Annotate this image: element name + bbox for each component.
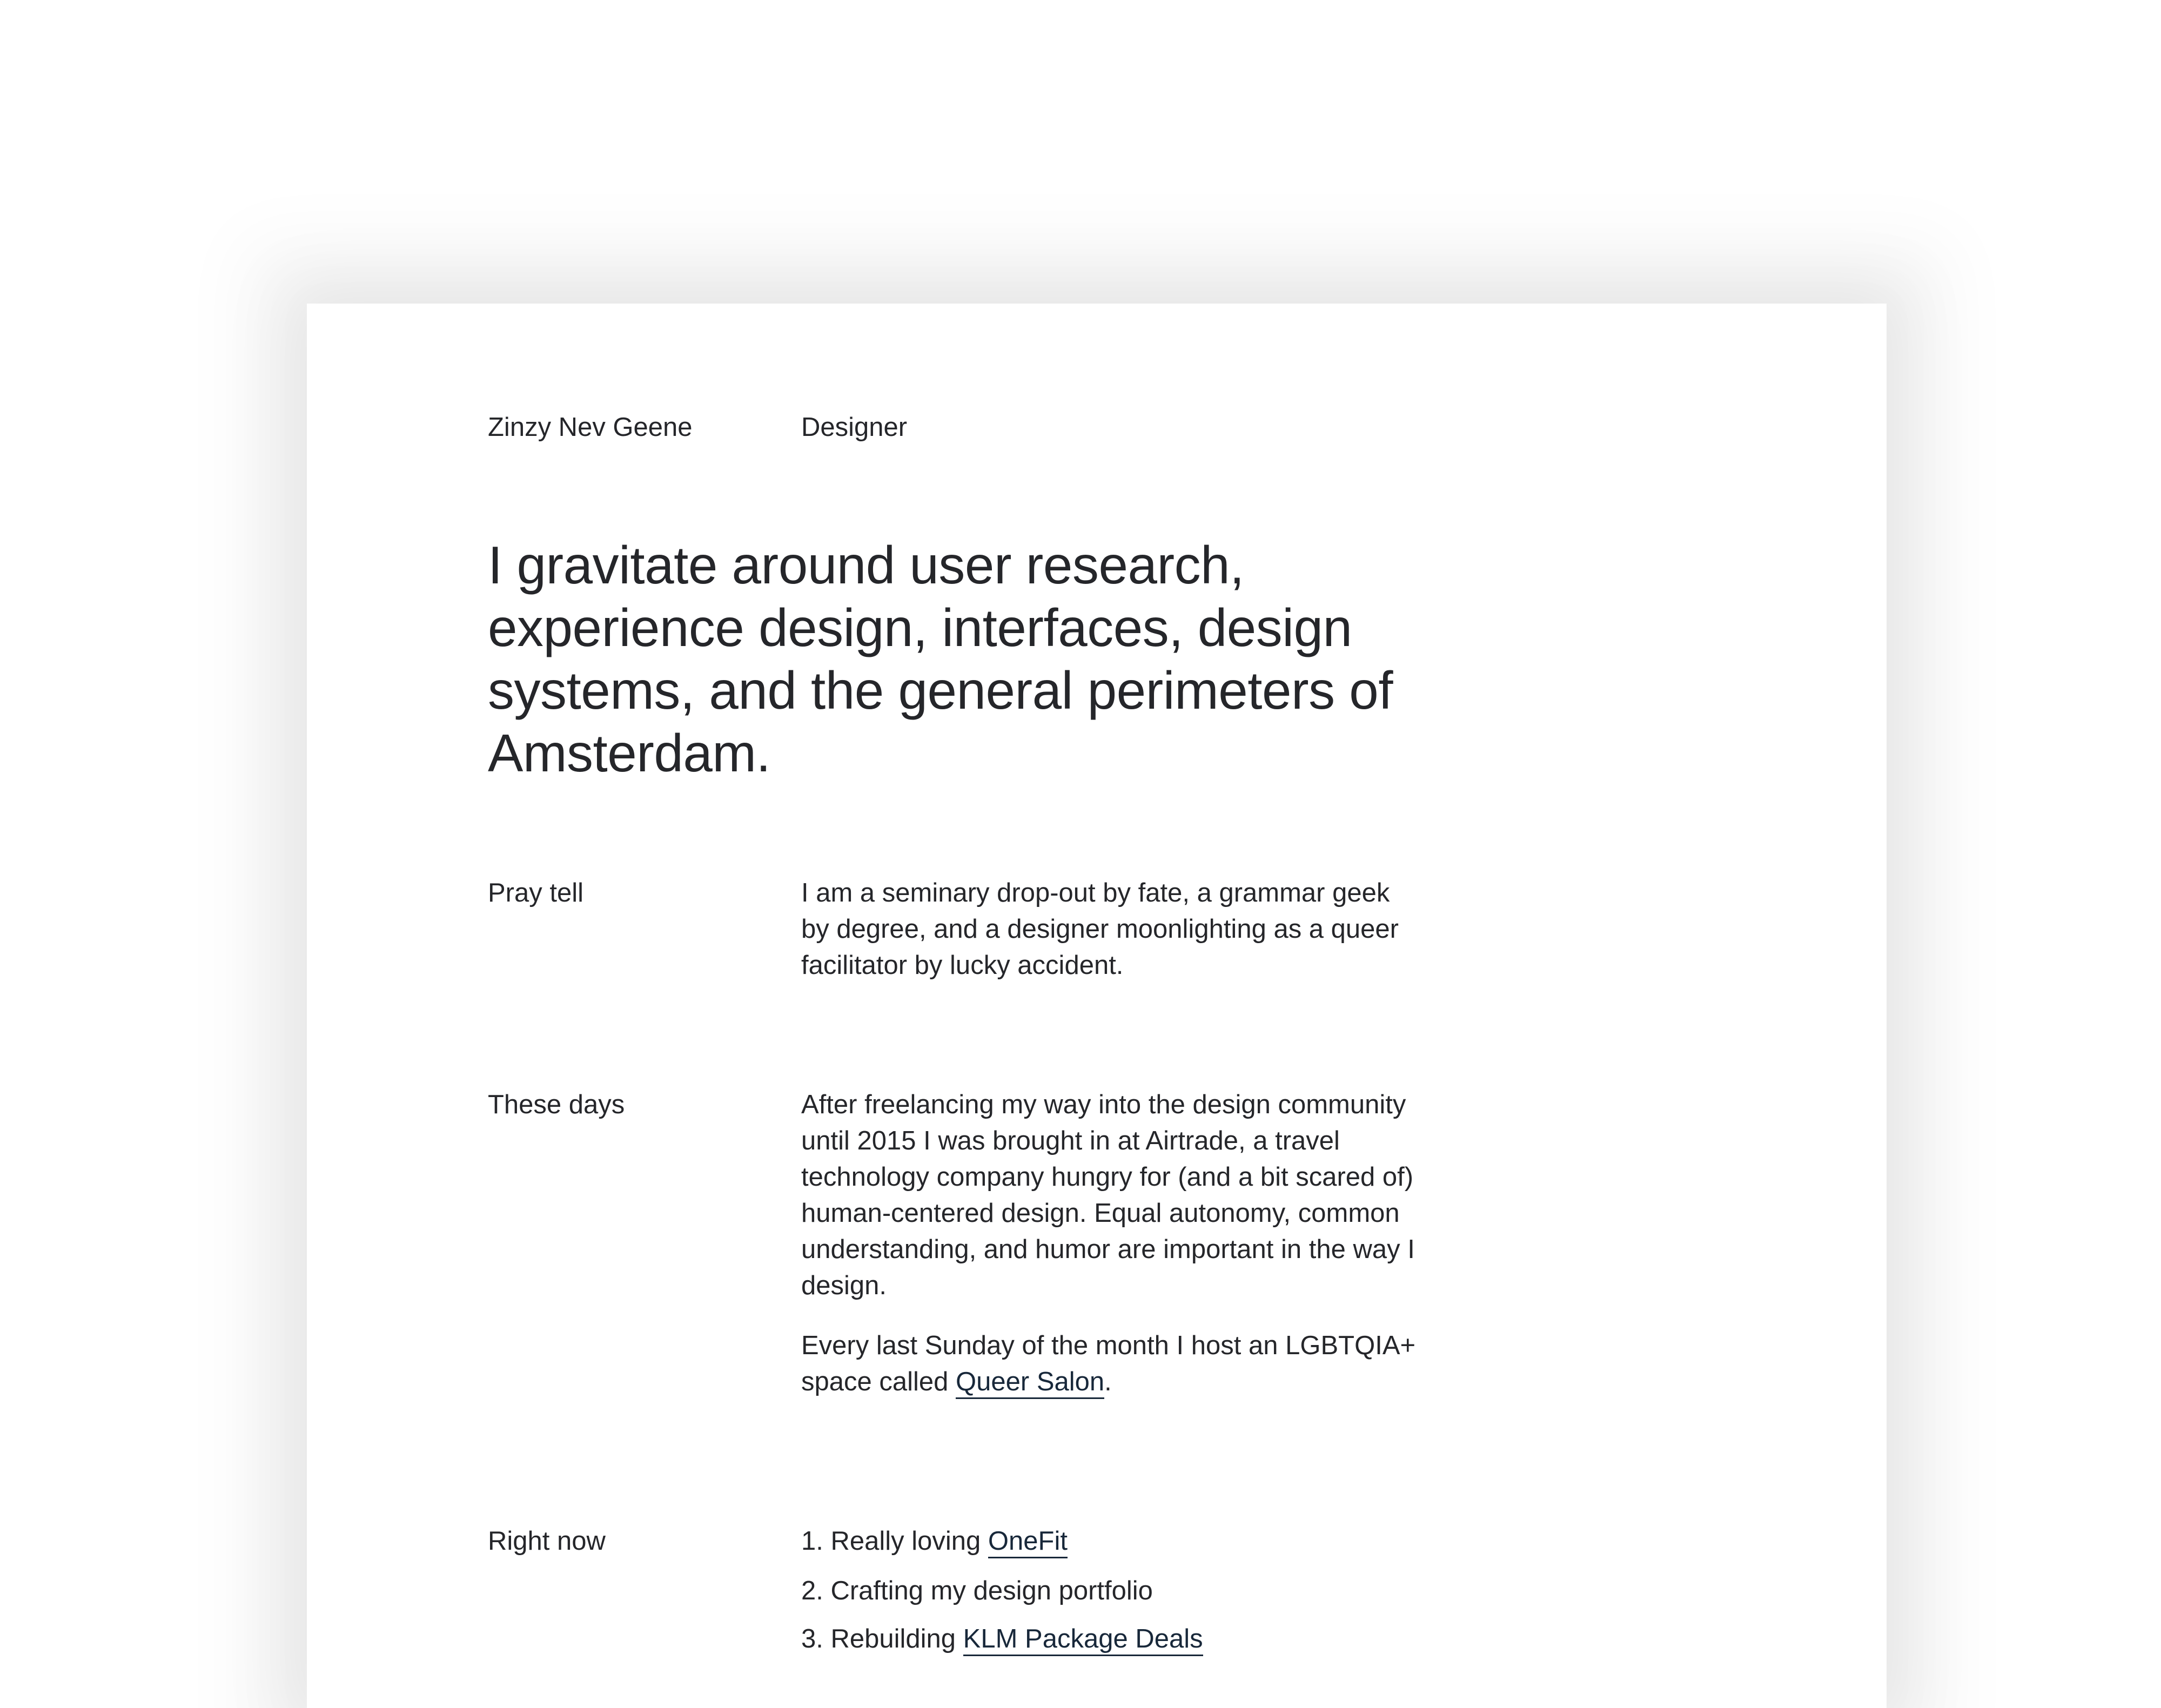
queer-salon-prefix: Every last Sunday of the month I host an LGBTQIA+ space called	[801, 1331, 1416, 1396]
right-now-item-text: 3. Rebuilding	[801, 1624, 963, 1653]
onefit-link[interactable]: OneFit	[988, 1527, 1068, 1558]
section-label-these-days: These days	[488, 1090, 625, 1119]
pray-tell-text: I am a seminary drop-out by fate, a grammar geek by degree, and a designer moonlighting as a queer facilitator by lucky accident.	[801, 878, 1399, 980]
these-days-text: After freelancing my way into the design community until 2015 I was brought in at Airtrade, a travel technology company hungry for (and a bit scared of) human-centered design. Equal autonomy, common understanding, and humor are important in the way I design.	[801, 1090, 1415, 1300]
right-now-item-text: 2. Crafting my design portfolio	[801, 1576, 1153, 1605]
author-role: Designer	[801, 413, 908, 442]
profile-card	[307, 304, 1887, 1708]
right-now-item-3	[801, 1621, 1203, 1657]
queer-salon-link[interactable]: Queer Salon	[956, 1367, 1104, 1399]
right-now-item-1	[801, 1523, 1068, 1559]
klm-package-deals-link[interactable]: KLM Package Deals	[963, 1624, 1203, 1656]
section-label-pray-tell: Pray tell	[488, 878, 584, 907]
right-now-item-text: 1. Really loving	[801, 1527, 988, 1556]
queer-salon-suffix: .	[1104, 1367, 1112, 1396]
right-now-item-2	[801, 1573, 1153, 1609]
headline: I gravitate around user research, experience design, interfaces, design systems, and the general perimeters of Amsterdam.	[488, 535, 1393, 783]
queer-salon-paragraph	[801, 1328, 1417, 1400]
section-label-right-now: Right now	[488, 1527, 606, 1556]
author-name: Zinzy Nev Geene	[488, 413, 693, 442]
